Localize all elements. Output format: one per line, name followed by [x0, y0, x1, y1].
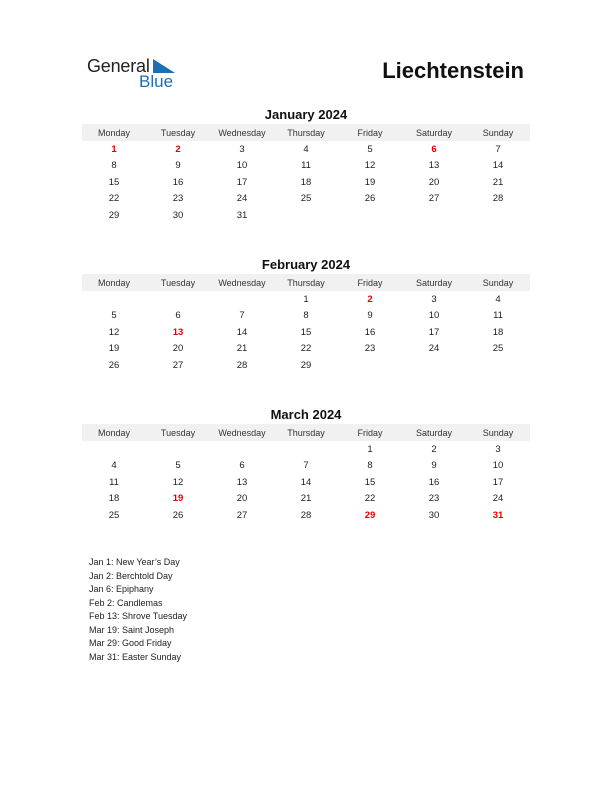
holiday-day-cell: 29: [364, 509, 376, 521]
day-cell: 28: [300, 509, 312, 521]
month-calendar: [82, 256, 530, 374]
holiday-list-item: Feb 2: Candlemas: [89, 597, 163, 608]
day-cell: 20: [172, 343, 184, 355]
day-cell: 24: [428, 343, 440, 355]
day-cell: 16: [428, 476, 440, 488]
logo-triangle-icon: [153, 59, 175, 73]
day-cell: 26: [108, 359, 120, 371]
weekday-header: Saturday: [415, 427, 453, 438]
day-cell: 8: [367, 460, 373, 472]
holiday-list-item: Mar 31: Easter Sunday: [89, 651, 182, 662]
weekday-header: Sunday: [482, 127, 514, 138]
holiday-day-cell: 1: [111, 143, 117, 155]
day-cell: 30: [428, 509, 440, 521]
day-cell: 17: [428, 326, 440, 338]
week-row: [82, 141, 530, 158]
weekday-header: Thursday: [287, 277, 325, 288]
weekday-header-row: [82, 124, 530, 141]
weekday-header-row: [82, 424, 530, 441]
day-cell: 3: [239, 143, 245, 155]
holiday-list-item: Mar 29: Good Friday: [89, 638, 172, 648]
day-cell: 28: [492, 193, 504, 205]
day-cell: 9: [431, 460, 437, 472]
day-cell: 1: [367, 443, 373, 455]
day-cell: 27: [172, 359, 184, 371]
day-cell: 21: [236, 343, 248, 355]
day-cell: 7: [495, 143, 501, 155]
day-cell: 13: [236, 476, 248, 488]
weekday-header: Monday: [97, 127, 131, 138]
day-cell: 4: [303, 143, 309, 155]
week-row: [82, 191, 530, 208]
day-cell: 14: [236, 326, 248, 338]
month-calendar: [82, 106, 530, 224]
month-title: March 2024: [270, 407, 342, 422]
week-row: [82, 357, 530, 374]
day-cell: 4: [111, 460, 117, 472]
holiday-list: [89, 556, 187, 664]
day-cell: 28: [236, 359, 248, 371]
holiday-day-cell: 31: [492, 509, 504, 521]
day-cell: 25: [300, 193, 312, 205]
week-row: [82, 491, 530, 508]
day-cell: 8: [303, 310, 309, 322]
day-cell: 5: [175, 460, 181, 472]
day-cell: 16: [364, 326, 376, 338]
weekday-header: Saturday: [415, 127, 453, 138]
day-cell: 31: [236, 209, 248, 221]
day-cell: 15: [364, 476, 376, 488]
day-cell: 18: [108, 493, 120, 505]
day-cell: 21: [492, 176, 504, 188]
month-title: January 2024: [264, 107, 348, 122]
day-cell: 2: [431, 443, 437, 455]
day-cell: 26: [364, 193, 376, 205]
day-cell: 12: [172, 476, 184, 488]
day-cell: 27: [428, 193, 440, 205]
day-cell: 22: [300, 343, 312, 355]
weekday-header: Friday: [357, 427, 383, 438]
day-cell: 30: [172, 209, 184, 221]
week-row: [82, 474, 530, 491]
day-cell: 27: [236, 509, 248, 521]
week-row: [82, 174, 530, 191]
weekday-header: Tuesday: [160, 427, 196, 438]
weekday-header: Thursday: [287, 427, 325, 438]
day-cell: 29: [108, 209, 120, 221]
holiday-day-cell: 19: [172, 493, 184, 505]
day-cell: 21: [300, 493, 312, 505]
day-cell: 7: [303, 460, 309, 472]
day-cell: 23: [172, 193, 184, 205]
weekday-header: Sunday: [482, 427, 514, 438]
day-cell: 19: [108, 343, 120, 355]
holiday-list-item: Jan 6: Epiphany: [89, 584, 154, 594]
holiday-list-item: Jan 2: Berchtold Day: [89, 570, 173, 581]
week-row: [82, 207, 530, 224]
day-cell: 25: [108, 509, 120, 521]
day-cell: 5: [111, 310, 117, 322]
day-cell: 17: [492, 476, 504, 488]
weekday-header: Monday: [97, 427, 131, 438]
day-cell: 6: [239, 460, 245, 472]
day-cell: 24: [492, 493, 504, 505]
week-row: [82, 308, 530, 325]
day-cell: 17: [236, 176, 248, 188]
logo-general-text: General: [87, 56, 150, 76]
day-cell: 12: [108, 326, 120, 338]
weekday-header: Tuesday: [160, 127, 196, 138]
weekday-header: Wednesday: [218, 277, 266, 288]
day-cell: 25: [492, 343, 504, 355]
generalblue-logo: [87, 56, 182, 92]
day-cell: 15: [300, 326, 312, 338]
day-cell: 19: [364, 176, 376, 188]
day-cell: 3: [495, 443, 501, 455]
day-cell: 10: [236, 160, 248, 172]
day-cell: 20: [236, 493, 248, 505]
day-cell: 11: [493, 310, 503, 322]
week-row: [82, 291, 530, 308]
day-cell: 8: [111, 160, 117, 172]
week-row: [82, 507, 530, 524]
day-cell: 22: [108, 193, 120, 205]
week-row: [82, 458, 530, 475]
day-cell: 16: [172, 176, 184, 188]
day-cell: 10: [492, 460, 504, 472]
weekday-header: Saturday: [415, 277, 453, 288]
holiday-list-item: Jan 1: New Year’s Day: [89, 557, 180, 567]
day-cell: 23: [364, 343, 376, 355]
day-cell: 12: [364, 160, 376, 172]
month-calendar: [82, 406, 530, 524]
holiday-day-cell: 13: [172, 326, 184, 338]
day-cell: 3: [431, 293, 437, 305]
day-cell: 9: [175, 160, 181, 172]
weekday-header: Tuesday: [160, 277, 196, 288]
day-cell: 4: [495, 293, 501, 305]
weekday-header-row: [82, 274, 530, 291]
day-cell: 18: [492, 326, 504, 338]
weekday-header: Friday: [357, 277, 383, 288]
week-row: [82, 324, 530, 341]
day-cell: 15: [108, 176, 120, 188]
day-cell: 11: [301, 160, 311, 172]
holiday-day-cell: 2: [175, 143, 181, 155]
day-cell: 23: [428, 493, 440, 505]
day-cell: 10: [428, 310, 440, 322]
day-cell: 14: [300, 476, 312, 488]
country-title: Liechtenstein: [382, 58, 524, 83]
day-cell: 13: [428, 160, 440, 172]
day-cell: 26: [172, 509, 184, 521]
day-cell: 20: [428, 176, 440, 188]
weekday-header: Sunday: [482, 277, 514, 288]
day-cell: 1: [303, 293, 309, 305]
holiday-list-item: Feb 13: Shrove Tuesday: [89, 611, 188, 621]
month-title: February 2024: [261, 257, 351, 272]
day-cell: 18: [300, 176, 312, 188]
weekday-header: Friday: [357, 127, 383, 138]
weekday-header: Thursday: [287, 127, 325, 138]
holiday-day-cell: 6: [431, 143, 437, 155]
holiday-list-item: Mar 19: Saint Joseph: [89, 624, 175, 635]
weekday-header: Wednesday: [218, 427, 266, 438]
day-cell: 24: [236, 193, 248, 205]
weekday-header: Monday: [97, 277, 131, 288]
week-row: [82, 441, 530, 458]
day-cell: 14: [492, 160, 504, 172]
day-cell: 29: [300, 359, 312, 371]
day-cell: 22: [364, 493, 376, 505]
logo-blue-text: Blue: [139, 72, 174, 91]
day-cell: 5: [367, 143, 373, 155]
day-cell: 7: [239, 310, 245, 322]
weekday-header: Wednesday: [218, 127, 266, 138]
week-row: [82, 158, 530, 175]
day-cell: 9: [367, 310, 373, 322]
week-row: [82, 341, 530, 358]
holiday-day-cell: 2: [367, 293, 373, 305]
day-cell: 6: [175, 310, 181, 322]
day-cell: 11: [109, 476, 119, 488]
